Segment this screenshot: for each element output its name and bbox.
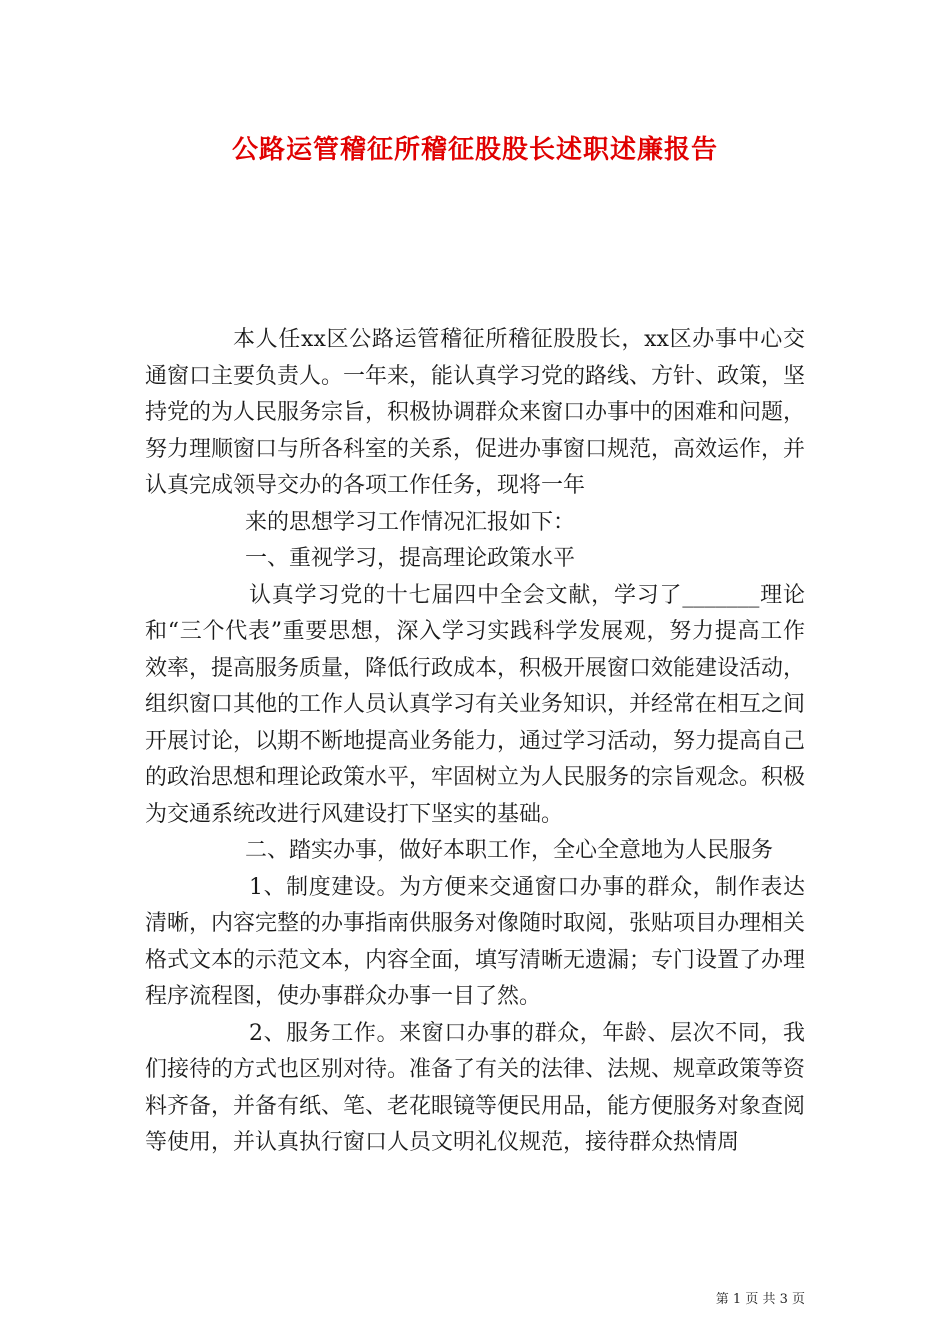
paragraph-study: 认真学习党的十七届四中全会文献，学习了_______理论和“三个代表”重要思想，深入学习实践科学发展观，努力提高工作效率，提高服务质量，降低行政成本，积极开展窗口效能建设活动，组织窗口其他的工作人员认真学习有关业务知识，并经常在相互之间开展讨论，以期不断地提高业务能力，通过学习活动，努力提高自己的政治思想和理论政策水平，牢固树立为人民服务的宗旨观念。积极为交通系统改进行风建设打下坚实的基础。 bbox=[145, 582, 806, 827]
paragraph-service-work: 2、服务工作。来窗口办事的群众，年龄、层次不同，我们接待的方式也区别对待。准备了有关的法律、法规、规章政策等资料齐备，并备有纸、笔、老花眼镜等便民用品，能方便服务对象查阅等使用，并认真执行窗口人员文明礼仪规范，接待群众热情周 bbox=[145, 1020, 806, 1155]
paragraph-intro-continued: 来的思想学习工作情况汇报如下： bbox=[245, 509, 576, 535]
document-body bbox=[145, 322, 805, 1162]
page-number: 第 1 页 共 3 页 bbox=[715, 1292, 805, 1307]
paragraph-intro: 本人任xx区公路运管稽征所稽征股股长，xx区办事中心交通窗口主要负责人。一年来，能认真学习党的路线、方针、政策，坚持党的为人民服务宗旨，积极协调群众来窗口办事中的困难和问题，努力理顺窗口与所各科室的关系，促进办事窗口规范，高效运作，并认真完成领导交办的各项工作任务，现将一年 bbox=[145, 327, 806, 498]
section-heading-2: 二、踏实办事，做好本职工作，全心全意地为人民服务 bbox=[245, 838, 774, 863]
document-title: 公路运管稽征所稽征股股长述职述廉报告 bbox=[231, 135, 718, 165]
paragraph-system-building: 1、制度建设。为方便来交通窗口办事的群众，制作表达清晰，内容完整的办事指南供服务对像随时取阅，张贴项目办理相关格式文本的示范文本，内容全面，填写清晰无遗漏；专门设置了办理程序流程图，使办事群众办事一目了然。 bbox=[145, 874, 806, 1009]
section-heading-1: 一、重视学习，提高理论政策水平 bbox=[245, 546, 576, 571]
